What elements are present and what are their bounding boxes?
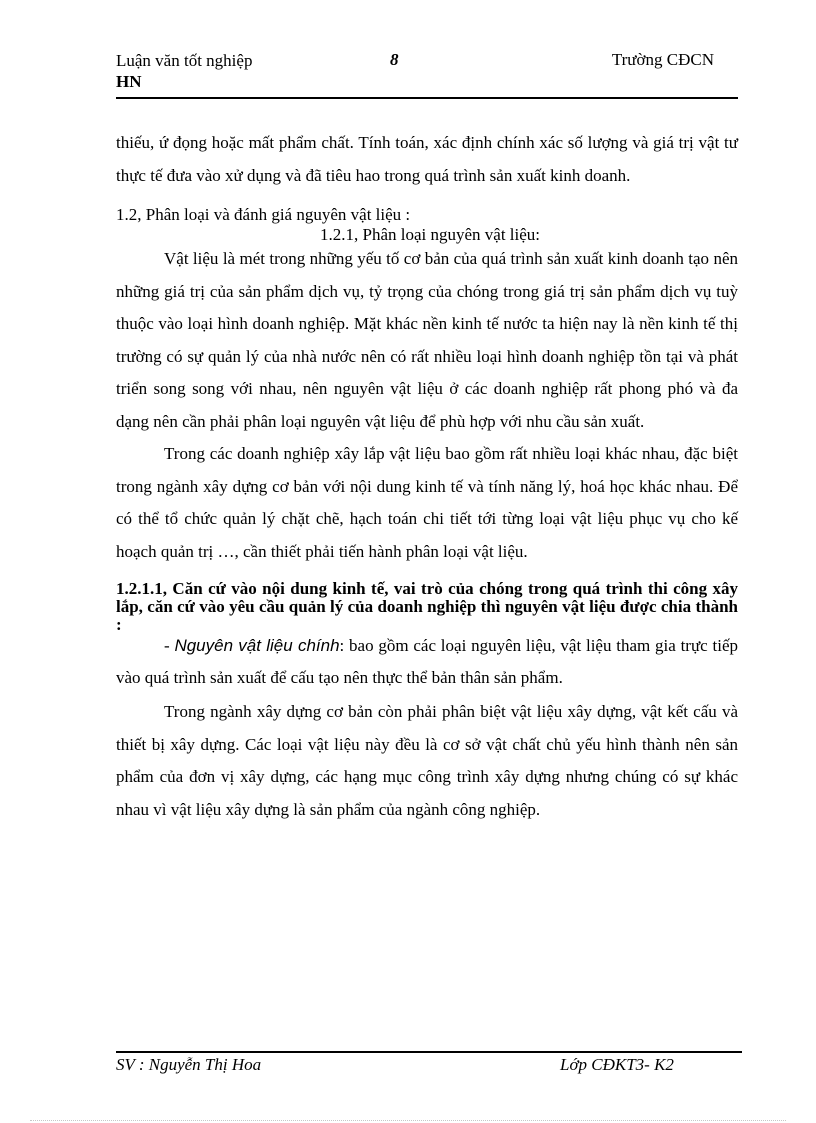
page-bottom-border: [30, 1120, 786, 1121]
section-heading-1-2-1-1: 1.2.1.1, Căn cứ vào nội dung kinh tế, vai trò của chóng trong quá trình thi công xây lắp, căn cứ vào yêu cầu quản lý của doanh nghiệp thì nguyên vật liệu được chia thành :: [116, 579, 738, 634]
list-item-main-materials: [116, 630, 738, 694]
list-dash: -: [164, 636, 175, 655]
paragraph-building-materials: Trong ngành xây dựng cơ bản còn phải phân biệt vật liệu xây dựng, vật kết cấu và thiết bị xây dựng. Các loại vật liệu này đều là cơ sở vật chất chủ yếu hình thành nên sản phẩm của đơn vị xây dựng, các hạng mục công trình xây dựng nhưng chúng có sự khác nhau vì vật liệu xây dựng là sản phẩm của ngành công nghiệp.: [116, 702, 738, 819]
header-school: Trường CĐCN: [611, 50, 714, 69]
section-heading-1-2: 1.2, Phân loại và đánh giá nguyên vật liệu :: [116, 205, 411, 224]
header-hn-label: HN: [116, 72, 142, 91]
term-main-materials: Nguyên vật liệu chính: [174, 636, 340, 655]
paragraph-materials: Vật liệu là mét trong những yếu tố cơ bản của quá trình sản xuất kinh doanh tạo nên những giá trị của sản phẩm dịch vụ, tỷ trọng của chóng trong giá trị sản phẩm dịch vụ tuỳ thuộc vào loại hình doanh nghiệp. Mặt khác nền kinh tế nước ta hiện nay là nền kinh tế thị trường có sự quản lý của nhà nước nên có rất nhiều loại hình doanh nghiệp tồn tại và phát triển song song với nhau, nên nguyên vật liệu ở các doanh nghiệp rất phong phó và đa dạng nên cần phải phân loại nguyên vật liệu để phù hợp với nhu cầu sản xuất.: [116, 249, 738, 431]
header-thesis-label: Luận văn tốt nghiệp: [116, 51, 253, 70]
paragraph-intro: thiếu, ứ đọng hoặc mất phẩm chất. Tính toán, xác định chính xác số lượng và giá trị vật tư thực tế đưa vào xử dụng và đã tiêu hao trong quá trình sản xuất kinh doanh.: [116, 133, 738, 185]
page-number: 8: [390, 50, 399, 69]
header-left: [116, 50, 252, 92]
header-divider: [116, 97, 738, 99]
document-body: [116, 127, 738, 826]
footer-class: Lớp CĐKT3- K2: [560, 1055, 674, 1074]
page-header: [116, 50, 738, 98]
footer-student: SV : Nguyễn Thị Hoa: [116, 1055, 262, 1074]
footer-divider: [116, 1051, 742, 1053]
section-heading-1-2-1: 1.2.1, Phân loại nguyên vật liệu:: [319, 225, 541, 244]
term-definition: : bao gồm các loại nguyên liệu, vật liệu tham gia trực tiếp vào quá trình sản xuất để cấu tạo nên thực thể bản thân sản phẩm.: [116, 636, 738, 687]
paragraph-construction: Trong các doanh nghiệp xây lắp vật liệu bao gồm rất nhiều loại khác nhau, đặc biệt trong ngành xây dựng cơ bản với nội dung kinh tế và tính năng lý, hoá học khác nhau. Để có thể tổ chức quản lý chặt chẽ, hạch toán chi tiết tới từng loại vật liệu phục vụ cho kế hoạch quản trị …, cần thiết phải tiến hành phân loại vật liệu.: [116, 444, 738, 561]
